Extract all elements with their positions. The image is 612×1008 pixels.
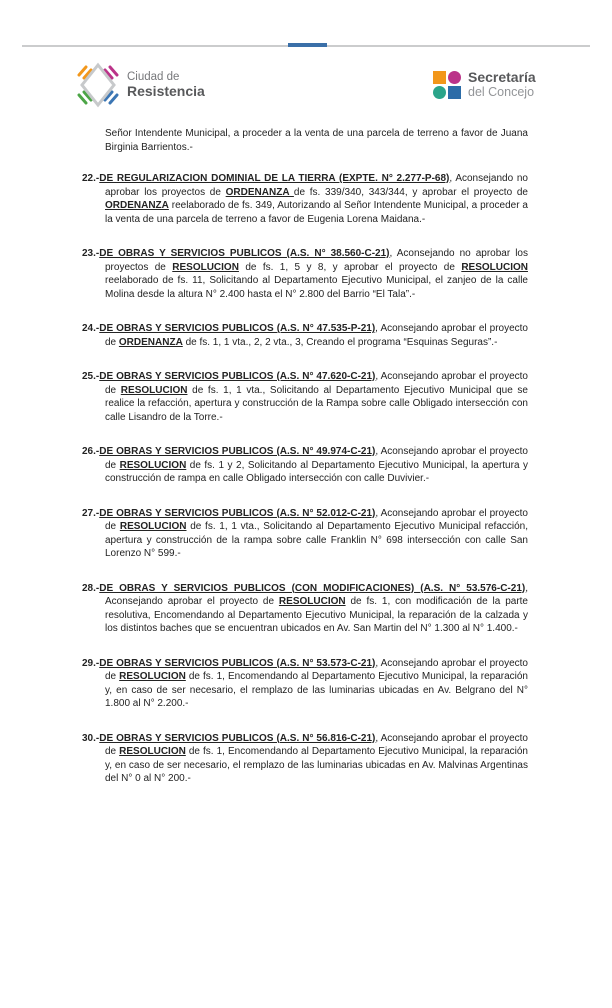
council-logo-line2: del Concejo xyxy=(468,85,535,99)
council-logo-line1: Secretaría xyxy=(468,69,536,85)
text-segment: , Aconsejando aprobar el proyecto de xyxy=(105,657,528,682)
text-segment: de fs. 1, 5 y 8, y aprobar el proyecto de xyxy=(238,261,462,273)
item-number: 24.- xyxy=(82,323,100,334)
text-segment: , Aconsejando aprobar el proyecto de xyxy=(105,371,528,396)
list-item xyxy=(82,322,528,349)
emphasis-segment: RESOLUCION xyxy=(278,596,346,607)
intro-paragraph xyxy=(105,127,528,154)
emphasis-segment: DE OBRAS Y SERVICIOS PUBLICOS (A.S. N° 56.816-C-21) xyxy=(99,732,376,744)
item-number: 28.- xyxy=(82,582,100,594)
emphasis-segment: ORDENANZA xyxy=(118,336,183,348)
text-segment: reelaborado de fs. 11, Solicitando al Departamento Ejecutivo Municipal, el zanjeo de la calle Molina desde la altura N° 2.400 hasta el N° 2.800 del Barrio “El Tala”.- xyxy=(105,275,528,300)
city-of-resistencia-logo xyxy=(76,59,205,111)
text-segment: de fs. 1, 1 vta., 2, 2 vta., 3, Creando el programa “Esquinas Seguras”.- xyxy=(182,336,498,348)
item-number: 29.- xyxy=(82,657,100,669)
item-number: 26.- xyxy=(82,446,100,457)
text-segment: de fs. 1, con modificación de la parte resolutiva, Encomendando al Departamento Ejecutivo Municipal, la reparación de la calzada y los distintos baches que se encuentran ubicados en Av. San Martin del N° 1.300 al N° 1.400.- xyxy=(105,596,528,634)
header-rule-blue-accent xyxy=(288,43,327,47)
teal-circle-icon xyxy=(433,86,446,99)
text-segment: , Aconsejando aprobar el proyecto de xyxy=(105,323,528,348)
item-number: 27.- xyxy=(82,507,100,519)
item-number: 22.- xyxy=(82,173,100,184)
text-segment: , Aconsejando aprobar el proyecto de xyxy=(105,582,528,607)
text-segment: de fs. 1, Encomendando al Departamento Ejecutivo Municipal, la reparación y, en caso de ser necesario, el remplazo de las luminarias ubicadas en Av. Malvinas Argentinas del N° 0 al N° 200.- xyxy=(105,746,528,784)
list-item xyxy=(82,582,528,636)
item-number: 30.- xyxy=(82,732,100,744)
emphasis-segment: RESOLUCION xyxy=(119,521,187,532)
emphasis-segment: DE OBRAS Y SERVICIOS PUBLICOS (A.S. N° 47.535-P-21) xyxy=(99,323,376,334)
text-segment: , Aconsejando no aprobar los proyectos de xyxy=(105,248,528,273)
text-segment: de fs. 1 y 2, Solicitando al Departamento Ejecutivo Municipal, la apertura y construcción de rampa en calle Obligado intersección con calle Duvivier.- xyxy=(105,459,528,484)
item-number: 23.- xyxy=(82,248,100,259)
text-segment: de fs. 1, 1 vta., Solicitando al Departamento Ejecutivo Municipal refacción, apertura y construcción de la rampa sobre calle Franklin N° 698 intersección con calle San Lorenzo N° 599.- xyxy=(105,521,528,559)
list-item xyxy=(82,445,528,486)
emphasis-segment: ORDENANZA xyxy=(225,186,294,198)
text-segment: reelaborado de fs. 349, Autorizando al Señor Intendente Municipal, a proceder a la venta de una parcela de terreno a favor de Eugenia Lorena Maidana.- xyxy=(105,200,528,225)
magenta-circle-icon xyxy=(448,71,461,84)
text-segment: de fs. 1, Encomendando al Departamento Ejecutivo Municipal, la reparación y, en caso de ser necesario, el remplazo de las luminarias ubicadas en Av. Belgrano del N° 1.800 al N° 2.200.- xyxy=(105,671,528,709)
emphasis-segment: DE OBRAS Y SERVICIOS PUBLICOS (A.S. N° 49.974-C-21) xyxy=(99,446,376,457)
emphasis-segment: DE OBRAS Y SERVICIOS PUBLICOS (CON MODIFICACIONES) (A.S. N° 53.576-C-21) xyxy=(99,582,526,594)
orange-square-icon xyxy=(433,71,446,84)
text-segment: de fs. 339/340, 343/344, y aprobar el proyecto de xyxy=(293,186,528,198)
text-segment: , Aconsejando aprobar el proyecto de xyxy=(105,732,528,757)
text-segment: de fs. 1, 1 vta., Solicitando al Departamento Ejecutivo Municipal que se realice la refacción, apertura y construcción de la Rampa sobre calle Obligado intersección con calle Lisandro de la Torre.- xyxy=(105,384,528,423)
city-logo-line2: Resistencia xyxy=(127,83,205,99)
text-segment: , Aconsejando aprobar el proyecto de xyxy=(105,507,528,532)
item-number: 25.- xyxy=(82,371,100,382)
emphasis-segment: RESOLUCION xyxy=(120,384,188,396)
list-item xyxy=(82,657,528,711)
emphasis-segment: DE OBRAS Y SERVICIOS PUBLICOS (A.S. N° 47.620-C-21) xyxy=(99,371,376,382)
list-item xyxy=(82,507,528,561)
text-segment: Señor Intendente Municipal, a proceder a la venta de una parcela de terreno a favor de Juana Birginia Barrientos.- xyxy=(105,128,528,153)
resistencia-diamond-icon xyxy=(76,59,120,111)
list-item xyxy=(82,172,528,226)
list-item xyxy=(82,370,528,424)
list-item xyxy=(82,732,528,786)
city-logo-line1: Ciudad de xyxy=(127,71,180,83)
items-list xyxy=(82,172,528,786)
emphasis-segment: RESOLUCION xyxy=(119,459,187,471)
council-secretariat-logo xyxy=(433,70,536,99)
emphasis-segment: DE OBRAS Y SERVICIOS PUBLICOS (A.S. N° 38.560-C-21) xyxy=(99,248,390,259)
emphasis-segment: DE REGULARIZACION DOMINIAL DE LA TIERRA (EXPTE. N° 2.277-P-68) xyxy=(99,173,450,184)
blue-square-icon xyxy=(448,86,461,99)
list-item xyxy=(82,247,528,301)
text-segment: , Aconsejando aprobar el proyecto de xyxy=(105,446,528,471)
emphasis-segment: RESOLUCION xyxy=(172,261,239,273)
city-logo-text xyxy=(127,71,205,99)
emphasis-segment: RESOLUCION xyxy=(461,261,528,273)
emphasis-segment: ORDENANZA xyxy=(105,200,169,211)
council-logo-text xyxy=(468,70,536,99)
emphasis-segment: RESOLUCION xyxy=(119,671,186,682)
emphasis-segment: DE OBRAS Y SERVICIOS PUBLICOS (A.S. N° 53.573-C-21) xyxy=(99,657,376,669)
emphasis-segment: RESOLUCION xyxy=(119,746,186,757)
emphasis-segment: DE OBRAS Y SERVICIOS PUBLICOS (A.S. N° 52.012-C-21) xyxy=(99,507,376,519)
text-segment: , Aconsejando no aprobar los proyectos de xyxy=(105,173,528,198)
council-shapes-icon xyxy=(433,71,461,99)
document-body xyxy=(82,127,528,807)
